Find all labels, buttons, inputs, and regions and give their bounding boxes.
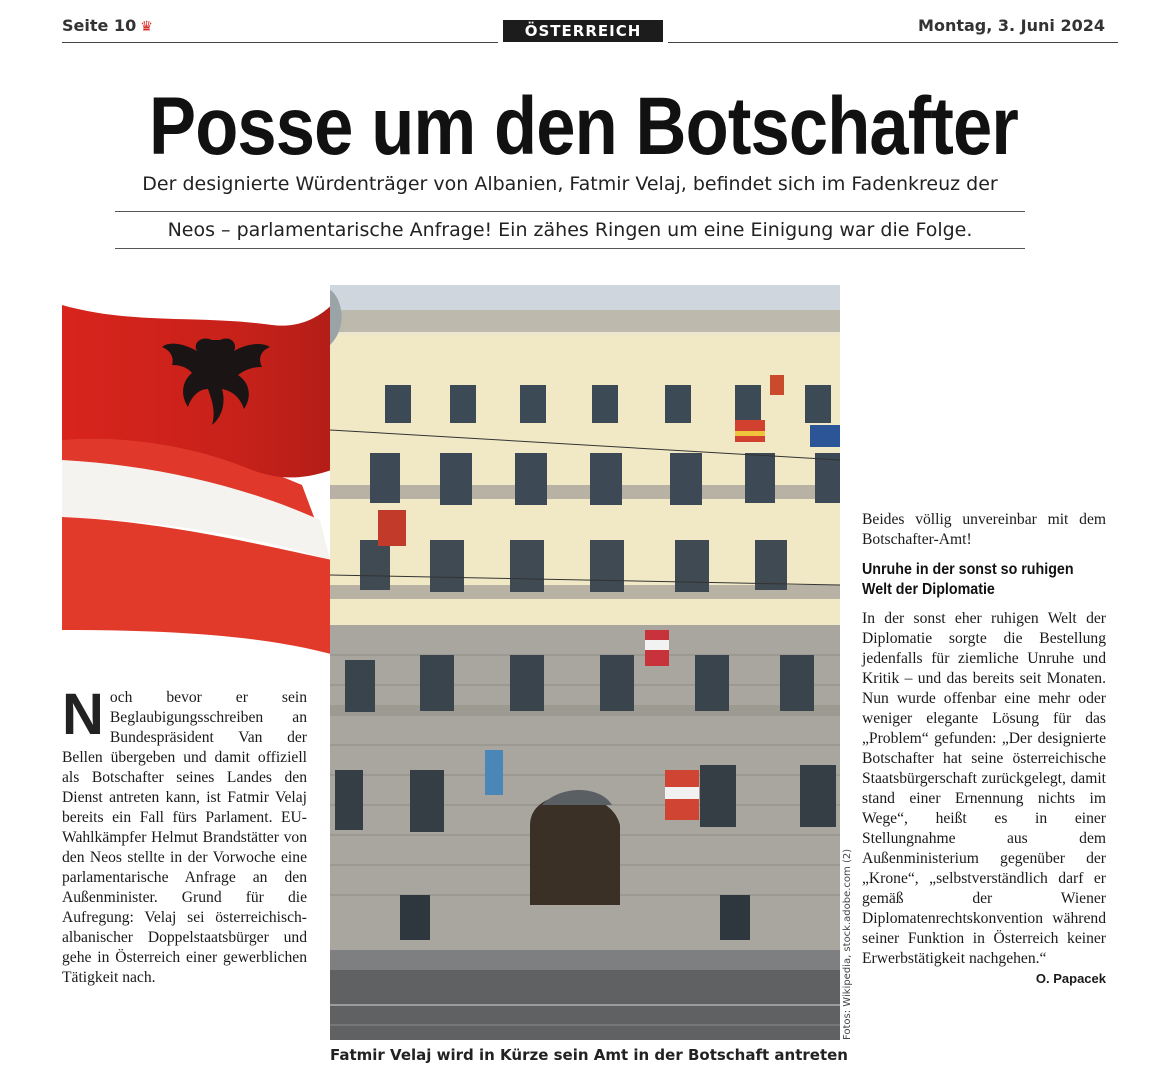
page-number-label: Seite 10 xyxy=(62,16,137,35)
headline: Posse um den Botschafter xyxy=(149,81,1018,172)
issue-date: Montag, 3. Juni 2024 xyxy=(918,16,1105,35)
article-right-intro: Beides völlig unvereinbar mit dem Botschafter-Amt! xyxy=(862,511,1106,548)
header-rule-left xyxy=(62,42,498,43)
subheadline-line-1: Der designierte Würdenträger von Albanien, Fatmir Velaj, befindet sich im Fadenkreuz der xyxy=(142,173,998,195)
article-left-column xyxy=(62,682,307,988)
section-label: ÖSTERREICH xyxy=(503,20,663,42)
article-left-text: och bevor er sein Beglaubigungsschreiben an Bundespräsident Van der Bellen übergeben und damit offiziell als Botschafter seines Landes den Dienst antreten kann, ist Fatmir Velaj bereits ein Fall fürs Parlament. EU-Wahlkämpfer Helmut Brandstätter von den Neos stellte in der Vorwoche eine parlamentarische Anfrage an den Außenminister. Grund für die Aufregung: Velaj sei österreichisch-albanischer Doppelstaatsbürger und gehe in Österreich einer gewerblichen Tätigkeit nach. xyxy=(62,689,307,986)
author-name: O. Papacek xyxy=(1035,971,1106,986)
header-rule-right xyxy=(668,42,1118,43)
article-right-text: In der sonst eher ruhigen Welt der Diplomatie sorgte die Bestellung jedenfalls für ziemliche Unruhe und Kritik – und das bereits seit Monaten. Nun wurde offenbar eine mehr oder weniger elegante Lösung für das „Problem“ gefunden: „Der designierte Botschafter hat seine österreichische Staatsbürgerschaft zurückgelegt, damit stand einer Ernennung nichts im Wege“, heißt es in einer Stellungnahme aus dem Außenministerium gegenüber der „Krone“, „selbstverständlich darf er gemäß der Wiener Diplomatenrechtskonvention während seiner Funktion in Österreich keiner Erwerbstätigkeit nachgehen.“ xyxy=(862,610,1106,967)
page-number xyxy=(62,16,153,35)
subheadline-line-2: Neos – parlamentarische Anfrage! Ein zähes Ringen um eine Einigung war die Folge. xyxy=(167,219,973,241)
article-right-column xyxy=(862,609,1106,989)
flags-illustration xyxy=(62,285,362,685)
crown-icon: ♛ xyxy=(140,19,153,35)
photo-caption: Fatmir Velaj wird in Kürze sein Amt in der Botschaft antreten xyxy=(330,1046,848,1064)
embassy-building-illustration xyxy=(330,285,840,1040)
article-subhead: Unruhe in der sonst so ruhigen Welt der Diplomatie xyxy=(862,561,1074,598)
photo-credit: Fotos: Wikipedia, stock.adobe.com (2) xyxy=(842,848,853,1040)
subheadline-rule-2 xyxy=(115,248,1025,249)
drop-cap: N xyxy=(62,682,104,747)
embassy-photo xyxy=(330,285,840,1040)
